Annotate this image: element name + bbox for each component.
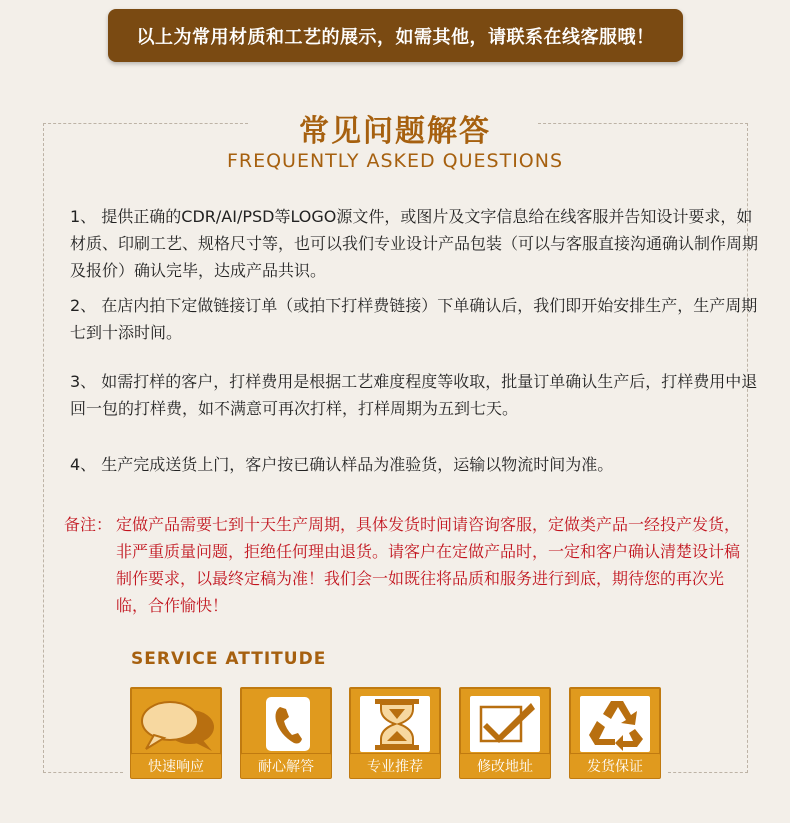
service-label: 耐心解答	[240, 753, 332, 779]
faq-item-number: 2、	[70, 296, 97, 315]
faq-item	[70, 368, 760, 422]
service-patient-answer	[240, 687, 332, 779]
top-banner	[108, 9, 683, 62]
frame-line	[668, 772, 748, 773]
faq-item-text: 在店内拍下定做链接订单（或拍下打样费链接）下单确认后，我们即开始安排生产，生产周期七到十添时间。	[70, 296, 758, 342]
service-fast-response	[130, 687, 222, 779]
remark-text: 定做产品需要七到十天生产周期，具体发货时间请咨询客服，定做类产品一经投产发货，非严重质量问题，拒绝任何理由退货。请客户在定做产品时，一定和客户确认清楚设计稿制作要求，以最终定稿为准！我们会一如既往将品质和服务进行到底，期待您的再次光临，合作愉快！	[116, 515, 741, 615]
faq-title-cn: 常见问题解答	[299, 114, 491, 149]
service-title: SERVICE ATTITUDE	[131, 649, 327, 669]
faq-item-text: 如需打样的客户，打样费用是根据工艺难度程度等收取，批量订单确认生产后，打样费用中退回一包的打样费，如不满意可再次打样，打样周期为五到七天。	[70, 372, 758, 418]
remark	[64, 511, 754, 619]
frame-line	[43, 123, 44, 773]
service-label: 专业推荐	[349, 753, 441, 779]
frame-line	[43, 772, 123, 773]
banner-text: 以上为常用材质和工艺的展示，如需其他，请联系在线客服哦！	[136, 26, 655, 48]
faq-item	[70, 203, 760, 284]
service-delivery-guarantee	[569, 687, 661, 779]
faq-item-text: 提供正确的CDR/AI/PSD等LOGO源文件，或图片及文字信息给在线客服并告知设计要求，如材质、印刷工艺、规格尺寸等，也可以我们专业设计产品包装（可以与客服直接沟通确认制作周期及报价）确认完毕，达成产品共识。	[70, 207, 759, 280]
faq-item-text: 生产完成送货上门，客户按已确认样品为准验货，运输以物流时间为准。	[101, 455, 614, 474]
service-change-address	[459, 687, 551, 779]
remark-label: 备注：	[64, 515, 113, 534]
faq-title-en: FREQUENTLY ASKED QUESTIONS	[226, 150, 564, 172]
service-professional-recommend	[349, 687, 441, 779]
faq-item-number: 4、	[70, 455, 97, 474]
service-label: 发货保证	[569, 753, 661, 779]
service-label: 修改地址	[459, 753, 551, 779]
service-label: 快速响应	[130, 753, 222, 779]
faq-item-number: 3、	[70, 372, 97, 391]
faq-item-number: 1、	[70, 207, 97, 226]
faq-item	[70, 292, 760, 346]
faq-item	[70, 451, 760, 478]
